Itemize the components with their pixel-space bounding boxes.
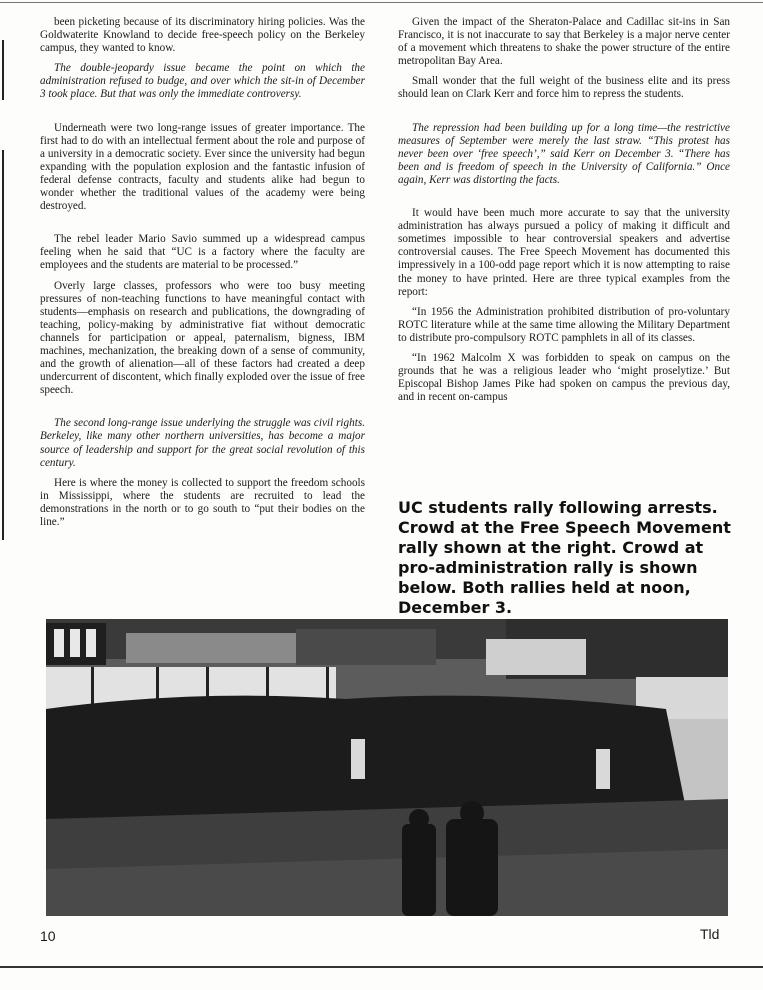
scan-edge-mark [2,150,4,540]
scan-edge-mark [2,40,4,100]
left-text-column [40,16,365,536]
paragraph: Underneath were two long-range issues of greater importance. The first had to do with an intellectual ferment about the role and purpose of a university in a democratic society. Ever since the university had begun expanding with the population explosion and the fantastic infusion of federal defense contracts, faculty and students alike had begun to wonder whether the traditional values of the academy were being destroyed. [40,121,365,213]
paragraph: The rebel leader Mario Savio summed up a widespread campus feeling when he said that “UC is a factory where the faculty are employees and the students are material to be processed.” [40,233,365,272]
paragraph: “In 1956 the Administration prohibited distribution of pro-voluntary ROTC literature while at the same time allowing the Military Department to distribute pro-compulsory ROTC pamphlets in all of its classes. [398,305,730,344]
paragraph: The double-jeopardy issue became the point on which the administration refused to budge, and over which the sit-in of December 3 took place. But that was only the immediate controversy. [40,62,365,101]
bottom-rule [0,966,763,968]
paragraph: been picketing because of its discriminatory hiring policies. Was the Goldwaterite Knowland to decide free-speech policy on the Berkeley campus, they wanted to know. [40,16,365,55]
magazine-mark: Tld [700,926,720,942]
paragraph: Overly large classes, professors who were too busy meeting pressures of non-teaching functions to have meaningful contact with students—emphasis on research and publications, the downgrading of teaching, policy-making by administrative fiat without democratic channels for participation or appeal, paternalism, bigness, IBM machines, mechanization, the breaking down of a sense of community, and the growth of alienation—all of these factors had created a deep undercurrent of discontent, which finally exploded over the issue of free speech. [40,279,365,397]
top-rule [0,2,763,3]
paragraph: Here is where the money is collected to support the freedom schools in Mississippi, where the students are recruited to lead the demonstrations in the north or to go south to “put their bodies on the line.” [40,476,365,528]
paragraph: Small wonder that the full weight of the business elite and its press should lean on Clark Kerr and force him to repress the students. [398,75,730,101]
photo-caption: UC students rally following arrests. Crowd at the Free Speech Movement rally shown at the right. Crowd at pro-administration rally is shown below. Both rallies held at noon, December 3. [398,498,731,617]
paragraph: The repression had been building up for a long time—the restrictive measures of September were merely the last straw. “This protest has never been over ‘free speech’,” said Kerr on December 3. “There has been and is freedom of speech in the University of California.” Once again, Kerr was distorting the facts. [398,121,730,186]
right-text-column [398,16,730,411]
page-number: 10 [40,928,56,944]
paragraph: “In 1962 Malcolm X was forbidden to speak on campus on the grounds that he was a religious leader who ‘might proselytize.’ But Episcopal Bishop James Pike had spoken on campus the previous day, and in recent on-campus [398,351,730,404]
crowd-photo [46,619,728,916]
paragraph: The second long-range issue underlying the struggle was civil rights. Berkeley, like many other northern universities, has become a major source of leadership and support for the great social revolution of this century. [40,417,365,469]
paragraph: It would have been much more accurate to say that the university administration has always pursued a policy of making it difficult and sometimes impossible to hear controversial speakers and advertise controversial causes. The Free Speech Movement has documented this impressively in a 100-odd page report which it is now attempting to raise the money to have printed. Here are three typical examples from the report: [398,207,730,298]
crowd-photo-drawing [46,619,728,916]
paragraph: Given the impact of the Sheraton-Palace and Cadillac sit-ins in San Francisco, it is not inaccurate to say that Berkeley is a major nerve center of a movement which threatens to shake the power structure of the entire metropolitan Bay Area. [398,16,730,68]
